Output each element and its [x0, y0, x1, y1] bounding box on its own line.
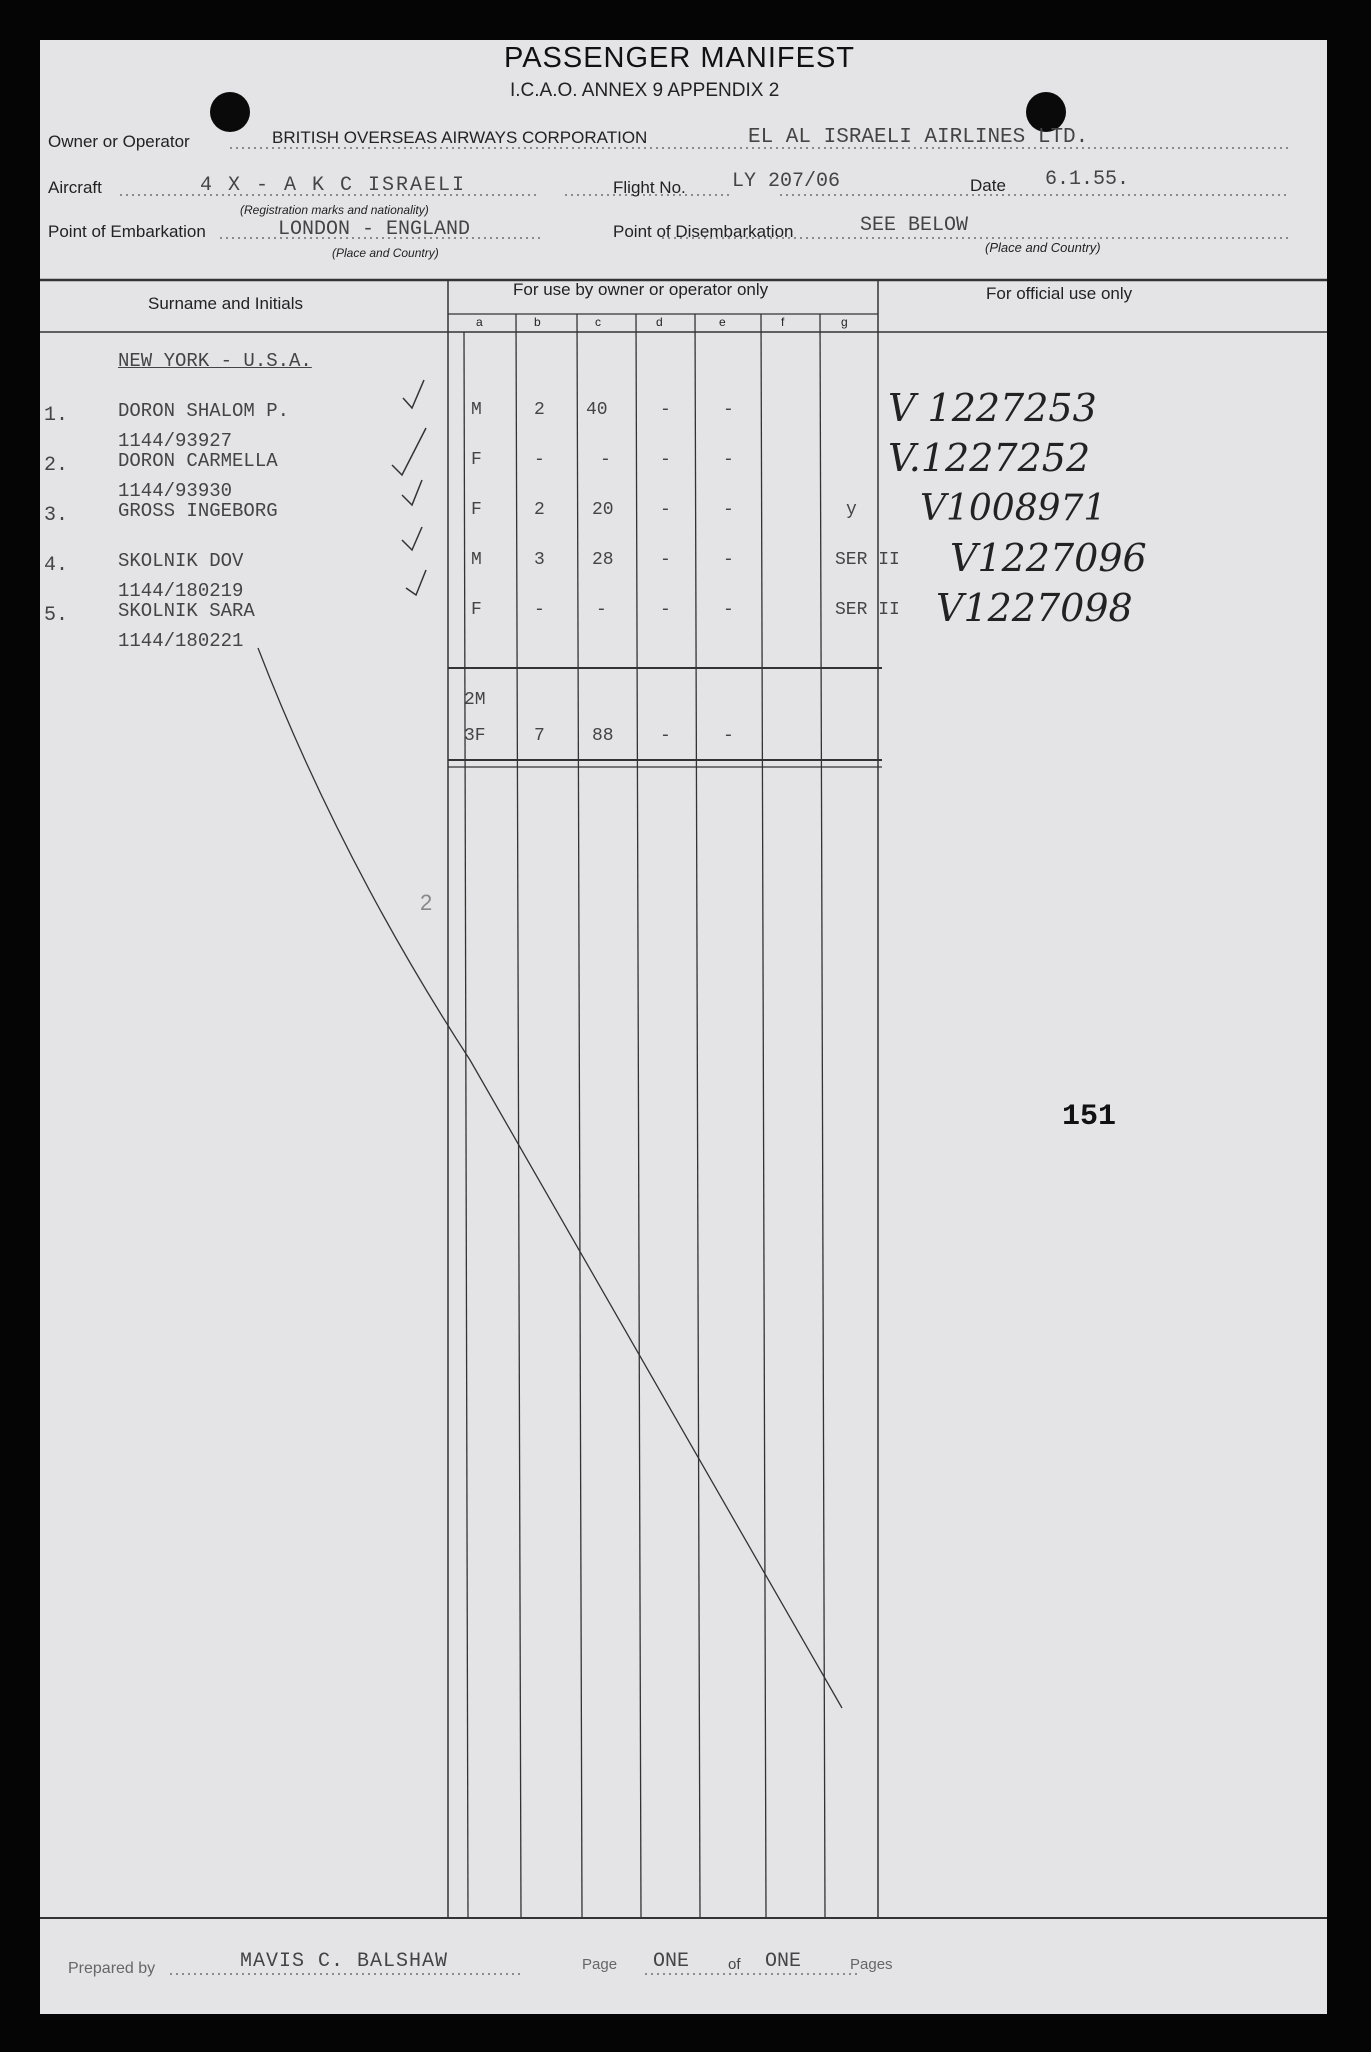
total-female: 3F [464, 726, 486, 746]
prepared-value: MAVIS C. BALSHAW [240, 1950, 449, 1973]
passenger-name: GROSS INGEBORG [118, 500, 278, 522]
total-d: - [660, 726, 671, 746]
cell-c: 40 [586, 400, 608, 420]
official-visa: V.1227252 [888, 436, 1091, 480]
sub-col-g: g [841, 315, 848, 329]
official-visa: V1227098 [936, 586, 1133, 630]
sub-col-d: d [656, 315, 663, 329]
form-rules [40, 40, 1327, 2014]
cell-d: - [660, 550, 671, 570]
passenger-ref: 1144/93927 [118, 430, 233, 452]
cell-e: - [723, 450, 734, 470]
cell-a: F [471, 500, 482, 520]
manifest-sheet [40, 40, 1327, 2014]
total-c: 88 [592, 726, 614, 746]
embarkation-label: Point of Embarkation [48, 222, 206, 241]
official-visa: V 1227253 [888, 386, 1097, 430]
cell-e: - [723, 400, 734, 420]
destination: NEW YORK - U.S.A. [118, 350, 312, 372]
cell-g: y [846, 500, 857, 520]
passenger-name: SKOLNIK DOV [118, 550, 244, 572]
row-number: 2. [44, 454, 69, 477]
passenger-ref: 1144/180221 [118, 630, 244, 652]
cell-b: 3 [534, 550, 545, 570]
owner-printed: BRITISH OVERSEAS AIRWAYS CORPORATION [272, 128, 648, 147]
date-value: 6.1.55. [1045, 168, 1130, 191]
cell-d: - [660, 600, 671, 620]
sub-col-c: c [595, 315, 601, 329]
official-visa: V1008971 [920, 488, 1107, 529]
registration-note: (Registration marks and nationality) [240, 203, 429, 217]
embarkation-value: LONDON - ENGLAND [278, 218, 471, 241]
cell-b: - [534, 600, 545, 620]
row-number: 4. [44, 554, 69, 577]
cell-c: 28 [592, 550, 614, 570]
passenger-name: DORON CARMELLA [118, 450, 278, 472]
prepared-label: Prepared by [68, 1960, 156, 1977]
cell-c: - [596, 600, 607, 620]
of-label: of [728, 1956, 741, 1973]
aircraft-label: Aircraft [48, 178, 102, 197]
aircraft-value: 4 X - A K C ISRAELI [200, 174, 467, 197]
embarkation-note: (Place and Country) [332, 246, 439, 260]
total-e: - [723, 726, 734, 746]
cell-b: - [534, 450, 545, 470]
disembarkation-label: Point of Disembarkation [613, 222, 794, 241]
flight-label: Flight No. [613, 178, 686, 197]
of-value: ONE [765, 1950, 802, 1973]
stamp-number: 151 [1062, 1100, 1117, 1134]
cell-e: - [723, 600, 734, 620]
sub-col-b: b [534, 315, 541, 329]
cell-g: SER II [835, 550, 900, 570]
row-number: 3. [44, 504, 69, 527]
cell-d: - [660, 500, 671, 520]
cell-g: SER II [835, 600, 900, 620]
pages-label: Pages [850, 1956, 893, 1973]
cell-a: M [471, 550, 482, 570]
disembarkation-note: (Place and Country) [985, 240, 1101, 255]
owner-typed: EL AL ISRAELI AIRLINES LTD. [748, 126, 1089, 149]
form-title: PASSENGER MANIFEST [504, 42, 856, 74]
row-number: 5. [44, 604, 69, 627]
sub-col-a: a [476, 315, 483, 329]
disembarkation-value: SEE BELOW [860, 214, 969, 237]
total-male: 2M [464, 690, 486, 710]
cell-d: - [660, 400, 671, 420]
total-b: 7 [534, 726, 545, 746]
sub-col-e: e [719, 315, 726, 329]
col-surname-header: Surname and Initials [148, 294, 303, 313]
row-number: 1. [44, 404, 69, 427]
official-visa: V1227096 [950, 536, 1147, 580]
cell-b: 2 [534, 400, 545, 420]
cell-c: 20 [592, 500, 614, 520]
cell-e: - [723, 500, 734, 520]
cell-a: F [471, 450, 482, 470]
pencil-mark: 2 [420, 890, 433, 915]
cell-d: - [660, 450, 671, 470]
owner-label: Owner or Operator [48, 132, 190, 151]
page-label: Page [582, 1956, 618, 1973]
cell-a: M [471, 400, 482, 420]
col-owner-use-header: For use by owner or operator only [513, 280, 769, 299]
passenger-ref: 1144/93930 [118, 480, 233, 502]
cell-a: F [471, 600, 482, 620]
cell-e: - [723, 550, 734, 570]
page-value: ONE [653, 1950, 690, 1973]
flight-value: LY 207/06 [732, 170, 841, 193]
form-subtitle: I.C.A.O. ANNEX 9 APPENDIX 2 [510, 80, 780, 101]
passenger-name: DORON SHALOM P. [118, 400, 290, 422]
sub-col-f: f [781, 315, 785, 329]
passenger-name: SKOLNIK SARA [118, 600, 255, 622]
cell-c: - [600, 450, 611, 470]
col-official-header: For official use only [986, 284, 1133, 303]
passenger-ref: 1144/180219 [118, 580, 244, 602]
date-label: Date [970, 176, 1006, 195]
cell-b: 2 [534, 500, 545, 520]
